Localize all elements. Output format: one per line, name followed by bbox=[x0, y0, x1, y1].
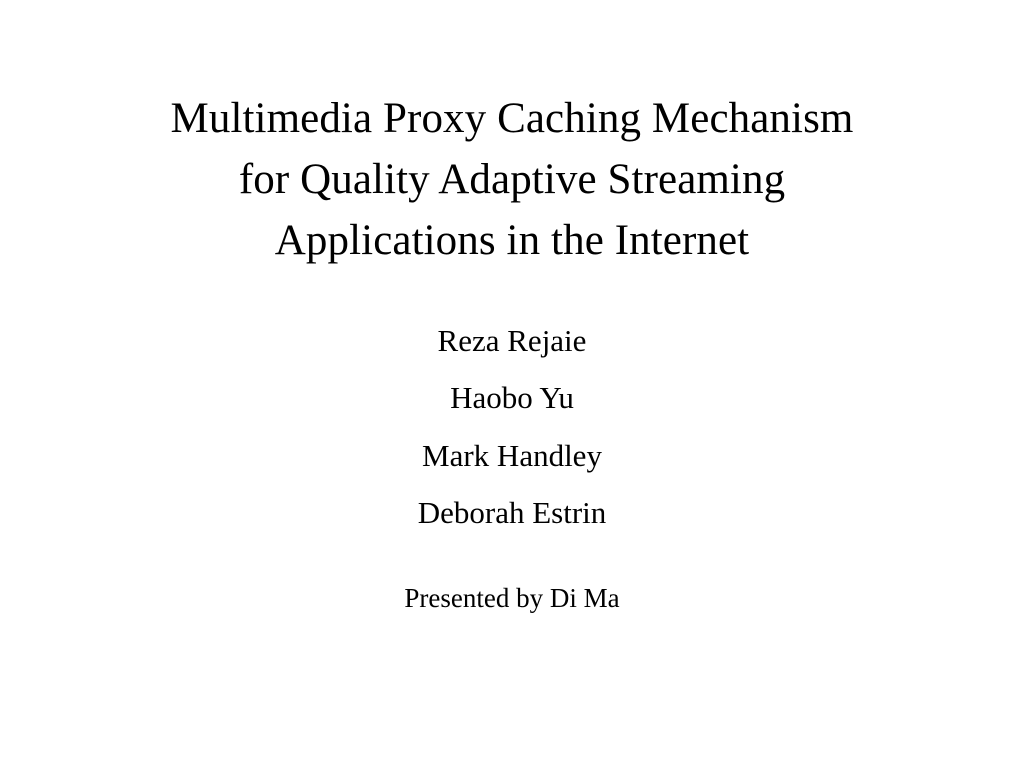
presenter-credit: Presented by Di Ma bbox=[404, 583, 620, 614]
author-name: Mark Handley bbox=[422, 437, 602, 473]
slide-body bbox=[160, 312, 864, 621]
slide-title-line-3: Applications in the Internet bbox=[274, 217, 750, 265]
spacer bbox=[160, 541, 864, 577]
slide-title-line-2: for Quality Adaptive Streaming bbox=[238, 156, 786, 204]
author-name: Haobo Yu bbox=[450, 380, 574, 416]
author-name: Reza Rejaie bbox=[437, 323, 587, 358]
author-name: Deborah Estrin bbox=[417, 495, 607, 531]
slide-title bbox=[96, 88, 928, 271]
slide-title-line-1: Multimedia Proxy Caching Mechanism bbox=[170, 95, 854, 142]
